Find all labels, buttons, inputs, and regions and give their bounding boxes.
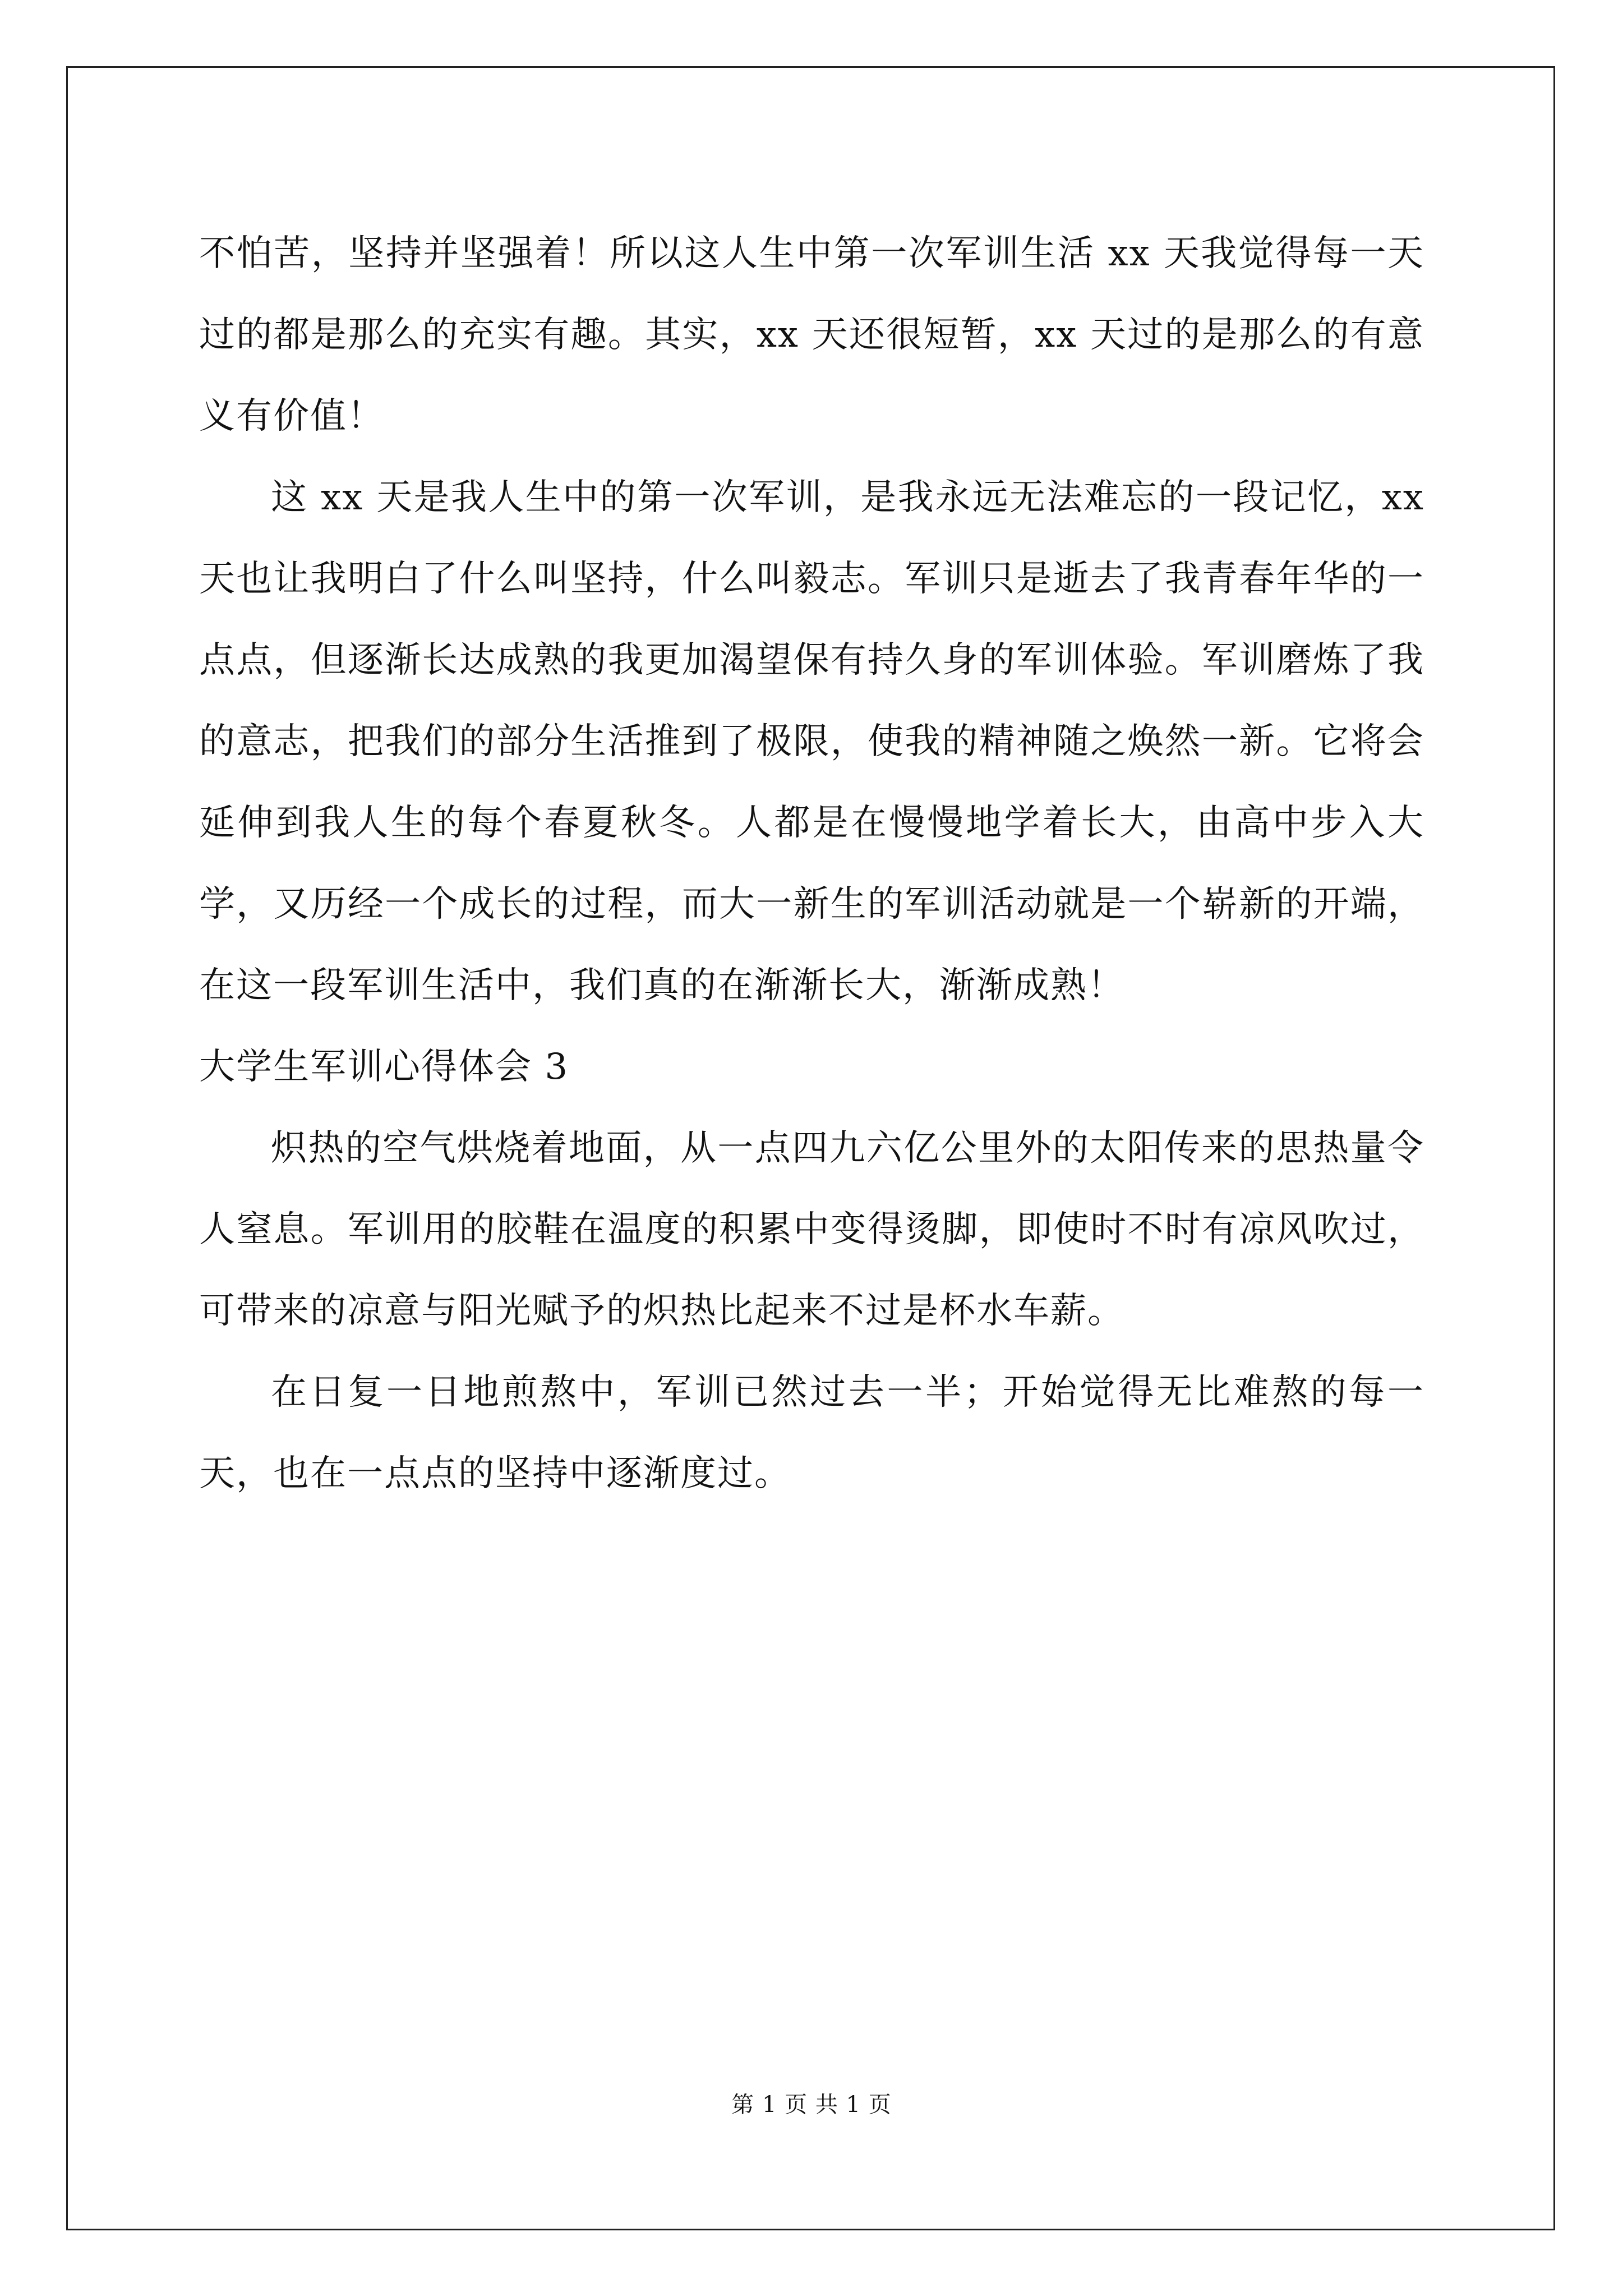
- paragraph-3: 炽热的空气烘烧着地面，从一点四九六亿公里外的太阳传来的思热量令人窒息。军训用的胶鞋在温度的积累中变得烫脚，即使时不时有凉风吹过，可带来的凉意与阳光赋予的炽热比起来不过是杯水车薪。: [199, 1128, 1424, 1332]
- paragraph-1: 不怕苦，坚持并坚强着！所以这人生中第一次军训生活 xx 天我觉得每一天过的都是那么的充实有趣。其实，xx 天还很短暂，xx 天过的是那么的有意义有价值！: [199, 233, 1424, 437]
- paragraph-4: 在日复一日地煎熬中，军训已然过去一半；开始觉得无比难熬的每一天，也在一点点的坚持中逐渐度过。: [199, 1372, 1424, 1494]
- section-heading: 大学生军训心得体会 3: [199, 1046, 569, 1088]
- document-body: [199, 213, 1424, 1515]
- paragraph-2: 这 xx 天是我人生中的第一次军训，是我永远无法难忘的一段记忆，xx 天也让我明白了什么叫坚持，什么叫毅志。军训只是逝去了我青春年华的一点点，但逐渐长达成熟的我更加渴望保有持久身的军训体验。军训磨炼了我的意志，把我们的部分生活推到了极限，使我的精神随之焕然一新。它将会延伸到我人生的每个春夏秋冬。人都是在慢慢地学着长大，由高中步入大学，又历经一个成长的过程，而大一新生的军训活动就是一个崭新的开端，在这一段军训生活中，我们真的在渐渐长大，渐渐成熟！: [199, 477, 1424, 1006]
- page-footer: 第 1 页 共 1 页: [731, 2092, 892, 2118]
